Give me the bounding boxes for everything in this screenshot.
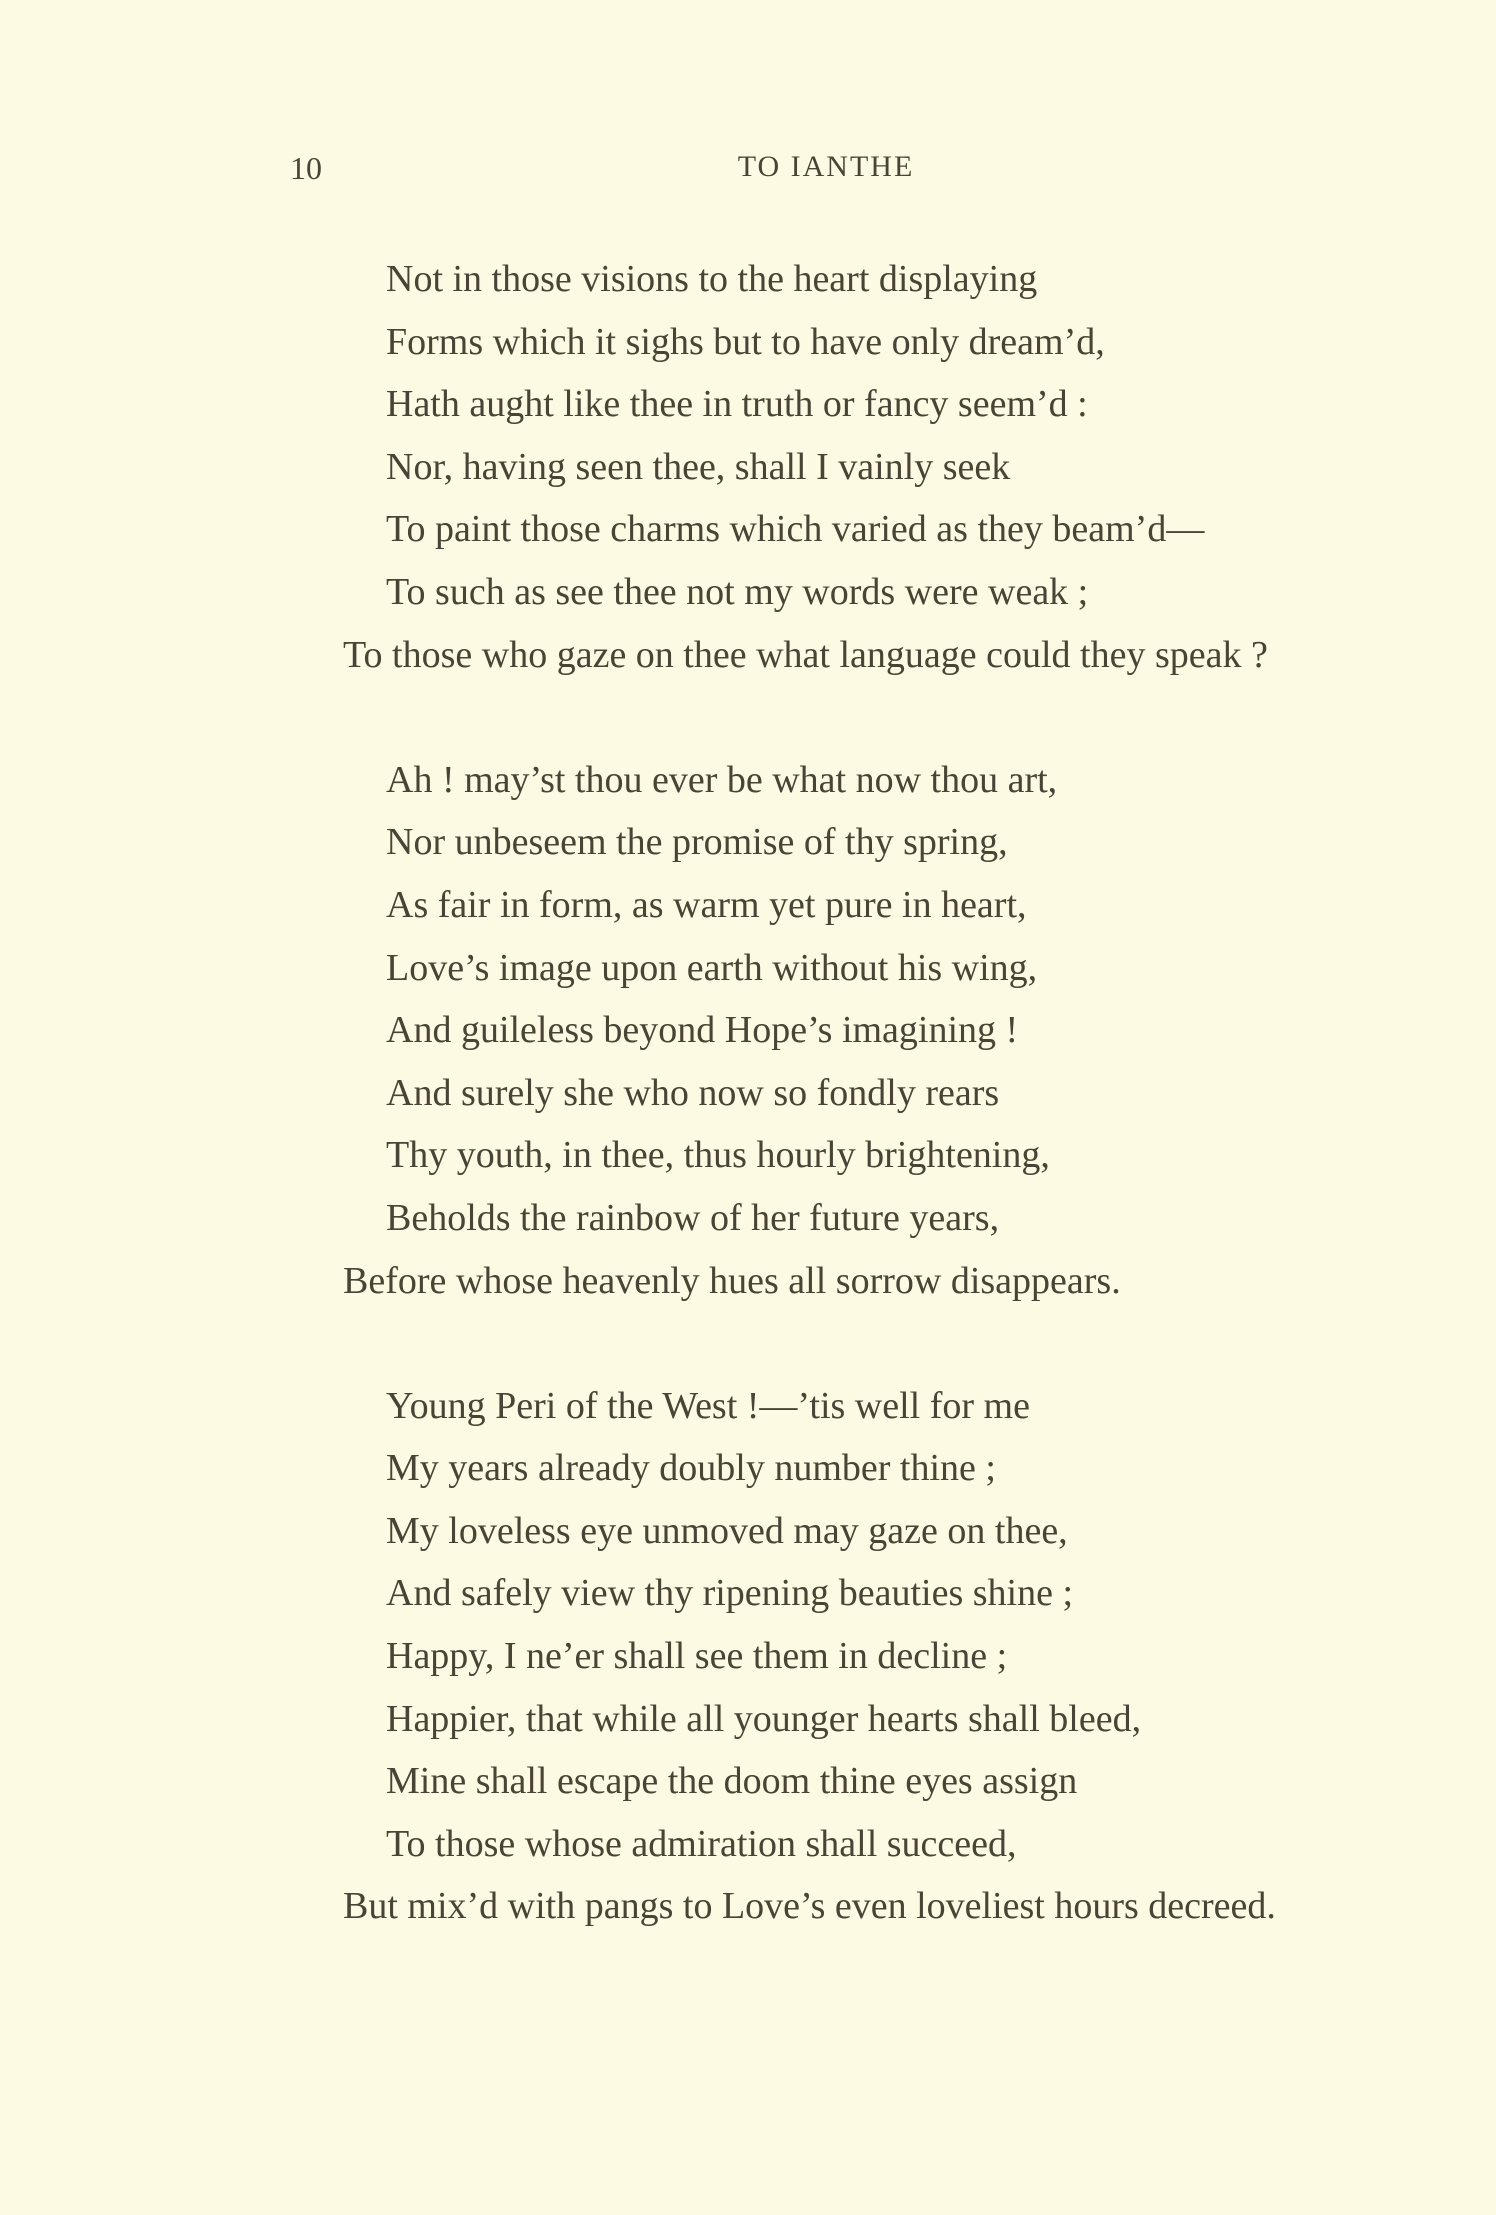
verse-line: Forms which it sighs but to have only dream’d, [386, 320, 1105, 363]
verse-line: My years already doubly number thine ; [386, 1447, 996, 1490]
poem-body [343, 248, 1443, 2001]
verse-line: To paint those charms which varied as they beam’d— [386, 508, 1205, 551]
verse-line: And surely she who now so fondly rears [386, 1071, 1000, 1114]
verse-line: My loveless eye unmoved may gaze on thee, [386, 1509, 1068, 1552]
verse-line: Happy, I ne’er shall see them in decline ; [386, 1635, 1008, 1678]
verse-line: Not in those visions to the heart displaying [386, 258, 1038, 300]
verse-line: Thy youth, in thee, thus hourly brightening, [386, 1134, 1050, 1177]
verse-line: Ah ! may’st thou ever be what now thou art, [386, 758, 1058, 801]
verse-line: And guileless beyond Hope’s imagining ! [386, 1009, 1019, 1052]
verse-line: Nor unbeseem the promise of thy spring, [386, 821, 1008, 864]
verse-line: But mix’d with pangs to Love’s even loveliest hours decreed. [343, 1885, 1276, 1928]
verse-line: Before whose heavenly hues all sorrow disappears. [343, 1259, 1121, 1302]
stanza [343, 1375, 1443, 1938]
verse-line: To those who gaze on thee what language could they speak ? [343, 633, 1268, 676]
verse-line: Nor, having seen thee, shall I vainly seek [386, 445, 1011, 488]
verse-line: To such as see thee not my words were weak ; [386, 570, 1089, 613]
verse-line: Happier, that while all younger hearts shall bleed, [386, 1697, 1142, 1740]
verse-line: Beholds the rainbow of her future years, [386, 1196, 1000, 1239]
verse-line: Young Peri of the West !—’tis well for me [386, 1384, 1030, 1427]
verse-line: As fair in form, as warm yet pure in heart, [386, 883, 1027, 926]
stanza [343, 749, 1443, 1312]
verse-line: Love’s image upon earth without his wing, [386, 946, 1038, 989]
verse-line: Mine shall escape the doom thine eyes assign [386, 1760, 1078, 1803]
verse-line: To those whose admiration shall succeed, [386, 1822, 1017, 1865]
verse-line: Hath aught like thee in truth or fancy seem’d : [386, 383, 1088, 426]
running-title: TO IANTHE [737, 150, 915, 183]
stanza [343, 248, 1443, 686]
page-number: 10 [290, 150, 322, 186]
verse-line: And safely view thy ripening beauties shine ; [386, 1572, 1074, 1615]
